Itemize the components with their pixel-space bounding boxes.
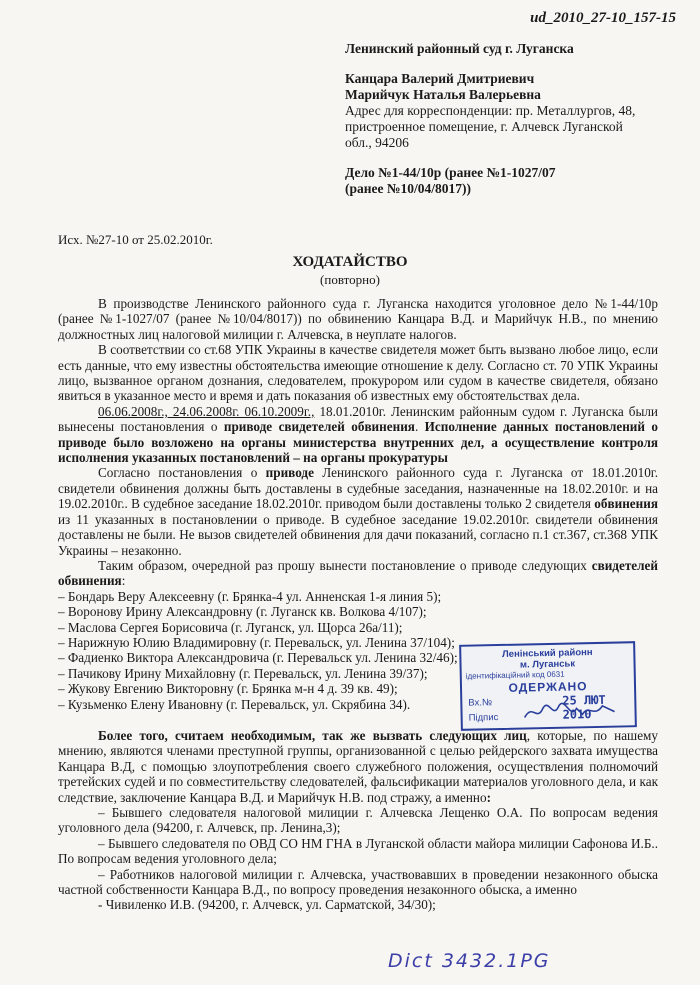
person-item: – Работников налоговой милиции г. Алчевска, участвовавших в проведении незаконного обыска частной собственности Канцара В.Д., по вопросу проведения незаконного обыска, а именно (58, 866, 658, 898)
list-item: – Фадиенко Виктора Александровича (г. Перевальск ул. Ленина 32/46); (58, 650, 458, 666)
party-2: Марийчук Наталья Валерьевна (345, 87, 541, 102)
stamp-line-1: Ленінський районн (501, 647, 593, 660)
list-item: – Кузьменко Елену Ивановну (г. Перевальск, ул. Скрябина 34). (58, 696, 411, 712)
stamp-line-2: м. Луганськ (519, 658, 576, 671)
p4-text-c: Ленинского районного суда г. Луганска от 18.01.2010г. свидетели обвинения должны быть доставлены в судебные заседания, назначенные на 18.02.2010г. и на 19.02.2010г.. В судебное заседание 18.02.2010г. приводом были доставлены только 2 свидетеля (58, 465, 659, 512)
paragraph-2: В соответствии со ст.68 УПК Украины в качестве свидетеля может быть вызвано любое лицо, если есть данные, что ему известны обстоятельства имеющие отношение к делу. Согласно ст. 70 УПК Украины лицо, вызванное органом дознания, следователем, прокурором или судом в качестве свидетеля, обязано явиться в указанное место и время и дать показания об известных ему обстоятельствах дела. (58, 342, 658, 404)
p3-bold-2: Исполнение данных постановлений о приводе было возложено на органы министерства внутренних дел, а осуществление контроля исполнения указанных постановлений – на органы прокуратуры (58, 419, 658, 466)
p5-text-c: : (121, 573, 126, 589)
p3-text-c: . (414, 419, 425, 435)
case-number-2: (ранее №10/04/8017)) (345, 181, 471, 196)
p4-bold-1: приводе (265, 465, 314, 481)
p4-bold-2: обвинения (594, 496, 658, 512)
list-item: – Маслова Сергея Борисовича (г. Луганск, ул. Щорса 26а/11); (58, 619, 403, 635)
document-title: ХОДАТАЙСТВО (292, 254, 408, 270)
list-item: – Нарижную Юлию Владимировну (г. Перевальск, ул. Ленина 37/104); (58, 634, 455, 650)
p4-text-d: из 11 указанных в постановлении о приводе. В судебное заседание 19.02.2010г. свидетели обвинения доставлены не были. Не вызов свидетелей обвинения для дачи показаний, согласно п.1 ст.367, ст.368 УПК Украины – незаконно. (58, 511, 658, 558)
person-item: – Бывшего следователя по ОВД СО НМ ГНА в Луганской области майора милиции Сафонова И.Б.. По вопросам ведения уголовного дела; (58, 835, 658, 867)
p3-bold-1: приводе свидетелей обвинения (223, 419, 415, 435)
paragraph-5 (58, 558, 658, 589)
p6-text-a: , которые, по нашему мнению, являются членами преступной группы, организованной с целью рейдерского захвата имущества Канцара В.Д, с помощью злоупотребления своего служебного положения, осуществления полномочий третейских судей и по совместительству следователей, фальсификации материалов уголовного дела, и как следствие, заключение Канцара В.Д. и Марийчук Н.В. под стражу, а именно (58, 727, 659, 805)
p3-text-a: 18.01.2010г. Ленинским районным судом г. Луганска были вынесены постановления о (58, 403, 658, 435)
court-name: Ленинский районный суд г. Луганска (345, 41, 574, 56)
p4-text-a: Согласно постановления о (98, 465, 266, 481)
p5-text-a: Таким образом, очередной раз прошу вынести постановление о приводе следующих (98, 557, 592, 573)
p6-text-c: : (486, 789, 491, 805)
list-item: – Жукову Евгению Викторовну (г. Брянка м-н 4 д. 39 кв. 49); (58, 681, 398, 697)
list-item: – Пачикову Ирину Михайловну (г. Перевальск, ул. Ленина 39/37); (58, 665, 428, 681)
ruling-dates: 06.06.2008г., 24.06.2008г. 06.10.2009г., (98, 403, 315, 419)
document-subtitle: (повторно) (320, 272, 380, 287)
list-item: – Бондарь Веру Алексеевну (г. Брянка-4 ул. Анненская 1-я линия 5); (58, 588, 442, 604)
stamp-line-3: ідентифікаційний код 0631 (465, 669, 565, 681)
document-tag: ud_2010_27-10_157-15 (530, 10, 676, 26)
stamp-line-5: Вх.№ (468, 697, 493, 709)
outgoing-reference: Исх. №27-10 от 25.02.2010г. (58, 232, 213, 247)
person-item: - Чивиленко И.В. (94200, г. Алчевск, ул. Сарматской, 34/30); (98, 897, 436, 913)
address-line-1: Адрес для корреспонденции: пр. Металлургов, 48, (345, 103, 636, 118)
stamp-date: 25 ЛЮТ 2010 (562, 692, 606, 722)
document-body (58, 296, 658, 913)
address-line-2: пристроенное помещение, г. Алчевск Луганской (345, 119, 623, 134)
received-stamp (459, 641, 637, 731)
p6-bold: Более того, считаем необходимым, так же вызвать следующих лиц (98, 727, 527, 743)
stamp-line-6: Підпис (468, 712, 499, 724)
address-line-3: обл., 94206 (345, 135, 409, 150)
party-1: Канцара Валерий Дмитриевич (345, 71, 535, 86)
person-item: – Бывшего следователя налоговой милиции г. Алчевска Лещенко О.А. По вопросам ведения уголовного дела (94200, г. Алчевск, пр. Ленина,3); (58, 805, 658, 836)
case-number-1: Дело №1-44/10р (ранее №1-1027/07 (345, 165, 556, 180)
paragraph-6 (58, 728, 658, 805)
p5-bold: свидетелей обвинения (58, 557, 658, 589)
stamp-line-4: ОДЕРЖАНО (508, 679, 588, 695)
signature-icon (522, 700, 617, 724)
paragraph-4 (58, 465, 658, 557)
paragraph-1: В производстве Ленинского районного суда г. Луганска находится уголовное дело №1-44/10р (ранее №1-1027/07 (ранее №10/04/8017)) по обвинению Канцара В.Д. и Марийчук Н.В., по мнению должностных лиц налоговой милиции г. Алчевска, в неуплате налогов. (58, 296, 658, 342)
list-item: – Воронову Ирину Александровну (г. Луганск кв. Волкова 4/107); (58, 604, 427, 620)
handwritten-note: Dict 3432.1PG (388, 950, 551, 972)
paragraph-3 (58, 404, 658, 466)
